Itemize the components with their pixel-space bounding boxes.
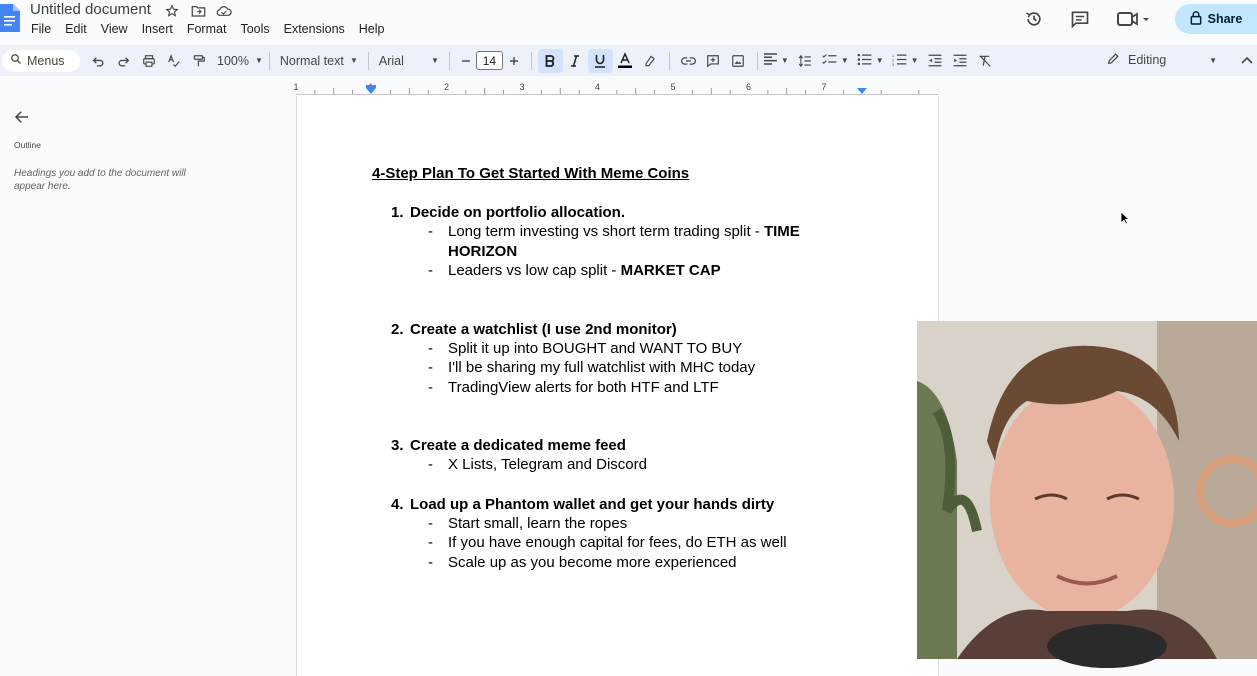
search-icon (10, 53, 22, 68)
pencil-icon (1107, 52, 1120, 68)
document-body[interactable] (372, 164, 872, 572)
bullet-dash: - (428, 339, 433, 357)
menu-tools[interactable]: Tools (240, 22, 270, 36)
bullet-text: I'll be sharing my full watchlist with MHC today (448, 359, 756, 376)
ruler-label: 7 (821, 82, 827, 92)
print-icon[interactable] (136, 49, 161, 73)
lock-icon (1190, 11, 1202, 27)
menu-insert[interactable]: Insert (141, 22, 173, 36)
decrease-indent-icon[interactable] (923, 49, 948, 73)
toolbar-divider (449, 52, 450, 70)
title-bar (0, 0, 1257, 44)
step-number: 3. (391, 437, 404, 454)
chevron-down-icon: ▼ (840, 56, 849, 65)
ruler-label: 2 (443, 82, 450, 92)
step-title (372, 495, 872, 514)
bullet-list (372, 514, 872, 573)
text-color-icon[interactable] (613, 49, 638, 73)
toolbar-divider (531, 52, 532, 70)
share-label: Share (1207, 12, 1243, 26)
bullet-list (372, 222, 872, 281)
bullet-text: Leaders vs low cap split - (448, 262, 621, 279)
increase-indent-icon[interactable] (948, 49, 973, 73)
bullet-dash: - (428, 553, 433, 571)
align-select[interactable] (764, 49, 789, 73)
title-actions (164, 3, 232, 19)
bullet-text: Scale up as you become more experienced (448, 553, 737, 571)
header-actions (1023, 4, 1257, 34)
outline-hint: Headings you add to the document will appear here. (14, 168, 186, 192)
close-outline-icon[interactable] (13, 108, 31, 126)
document-title[interactable]: Untitled document (30, 1, 151, 18)
numbered-list (372, 203, 872, 572)
bold-icon[interactable] (538, 49, 563, 73)
step-title (372, 203, 872, 222)
bullet-dash: - (428, 262, 433, 279)
bullet-text: Split it up into BOUGHT and WANT TO BUY (448, 339, 743, 357)
bullet-item (372, 261, 872, 281)
highlight-color-icon[interactable] (638, 49, 663, 73)
bullet-text: TradingView alerts for both HTF and LTF (448, 378, 719, 396)
bullet-text: If you have enough capital for fees, do ETH as well (448, 534, 787, 551)
underline-icon[interactable] (588, 49, 613, 73)
bullet-dash: - (428, 514, 433, 532)
document-page[interactable] (296, 96, 939, 676)
step-title-text: Load up a Phantom wallet and get your hands dirty (410, 495, 775, 513)
font-family-value: Arial (378, 53, 404, 68)
bullet-item (372, 533, 872, 553)
toolbar-divider (368, 52, 369, 70)
bulleted-list-icon (857, 53, 872, 69)
spellcheck-icon[interactable] (161, 49, 186, 73)
clear-formatting-icon[interactable] (973, 49, 998, 73)
mouse-cursor-icon (1120, 211, 1130, 225)
numbered-list-icon (892, 53, 907, 69)
bullet-list (372, 339, 872, 398)
chevron-down-icon: ▼ (349, 56, 358, 65)
horizontal-ruler[interactable] (293, 80, 938, 95)
numbered-list-select[interactable] (892, 49, 919, 73)
chevron-down-icon: ▼ (875, 56, 884, 65)
toolbar-divider (669, 52, 670, 70)
list-item (372, 203, 872, 281)
bullet-item (372, 339, 872, 359)
docs-logo-icon[interactable] (0, 4, 20, 34)
step-title (372, 436, 872, 455)
document-heading: 4-Step Plan To Get Started With Meme Coins (372, 165, 690, 182)
bullet-text: Start small, learn the ropes (448, 514, 628, 532)
search-menus-label: Menus (27, 53, 65, 68)
step-number: 2. (391, 320, 404, 338)
toolbar-divider (269, 52, 270, 70)
font-size-input[interactable]: 14 (476, 51, 503, 70)
menu-help[interactable]: Help (358, 22, 385, 36)
zoom-select[interactable] (217, 49, 263, 73)
paint-format-icon[interactable] (186, 49, 211, 73)
bullet-dash: - (428, 456, 433, 473)
outline-title: Outline (14, 140, 41, 150)
chevron-down-icon: ▼ (780, 56, 789, 65)
chevron-down-icon: ▼ (910, 56, 919, 65)
ruler-label: 4 (594, 82, 601, 92)
insert-image-icon[interactable] (726, 49, 751, 73)
svg-text:3: 3 (891, 62, 894, 67)
bullet-list (372, 455, 872, 475)
chevron-down-icon: ▼ (1209, 55, 1217, 65)
ruler-label: 1 (293, 82, 299, 92)
ruler-label: 6 (745, 82, 752, 92)
bullet-text: X Lists, Telegram and Discord (448, 456, 647, 473)
bullet-text: Long term investing vs short term trading split - (448, 223, 764, 240)
bullet-item (372, 378, 872, 398)
webcam-overlay (917, 321, 1257, 659)
line-spacing-icon[interactable] (793, 49, 818, 73)
bullet-item (372, 222, 872, 261)
bullet-item (372, 358, 872, 378)
menu-format[interactable]: Format (186, 22, 227, 36)
bullet-bold-text: TIME HORIZON (448, 223, 800, 260)
cloud-status-icon[interactable] (216, 3, 232, 19)
menu-file[interactable]: File (31, 22, 52, 36)
bulleted-list-select[interactable] (857, 49, 884, 73)
svg-text:2: 2 (891, 57, 894, 62)
increase-font-size-icon[interactable] (503, 49, 525, 73)
ruler-label: 5 (670, 82, 676, 92)
step-title-text: Create a dedicated meme feed (410, 437, 626, 454)
bullet-dash: - (428, 223, 433, 240)
history-icon[interactable] (1023, 8, 1045, 30)
bullet-item (372, 514, 872, 534)
paragraph-style-value: Normal text (279, 53, 344, 68)
ruler-ticks (293, 80, 938, 95)
menu-extensions[interactable]: Extensions (283, 22, 345, 36)
list-item (372, 436, 872, 475)
share-button[interactable] (1175, 4, 1257, 34)
ruler-baseline (296, 94, 938, 95)
checklist-icon (822, 53, 837, 69)
step-title-text: Decide on portfolio allocation. (410, 204, 626, 221)
comments-icon[interactable] (1069, 8, 1091, 30)
presenter-video-image (917, 321, 1257, 659)
meet-icon[interactable] (1115, 8, 1151, 30)
bullet-dash: - (428, 534, 433, 551)
insert-link-icon[interactable] (676, 49, 701, 73)
star-icon[interactable] (164, 3, 180, 19)
checklist-select[interactable] (822, 49, 849, 73)
bullet-dash: - (428, 378, 433, 396)
svg-text:1: 1 (891, 53, 894, 58)
collapse-toolbar-icon[interactable] (1241, 53, 1253, 67)
toolbar-divider (757, 52, 758, 70)
list-item (372, 495, 872, 573)
menu-view[interactable]: View (100, 22, 128, 36)
bullet-dash: - (428, 359, 433, 376)
step-title-text: Create a watchlist (I use 2nd monitor) (410, 320, 677, 338)
step-title (372, 320, 872, 339)
bullet-bold-text: MARKET CAP (620, 262, 721, 279)
undo-icon[interactable] (86, 49, 111, 73)
decrease-font-size-icon[interactable] (456, 49, 476, 73)
ruler-label: 3 (519, 82, 525, 92)
menu-bar (31, 22, 385, 36)
step-number: 4. (391, 495, 404, 513)
search-menus-input[interactable] (2, 50, 80, 72)
chevron-down-icon: ▼ (430, 56, 439, 65)
italic-icon[interactable] (563, 49, 588, 73)
redo-icon[interactable] (111, 49, 136, 73)
left-indent-marker[interactable] (366, 85, 376, 94)
chevron-down-icon: ▼ (254, 56, 263, 65)
align-left-icon (764, 53, 777, 68)
menu-edit[interactable]: Edit (65, 22, 87, 36)
paragraph-style-select[interactable] (276, 49, 362, 73)
editing-mode-label: Editing (1128, 53, 1167, 67)
bullet-item (372, 553, 872, 573)
list-item (372, 320, 872, 398)
add-comment-icon[interactable] (701, 49, 726, 73)
zoom-value: 100% (217, 53, 249, 68)
step-number: 1. (391, 204, 404, 221)
move-folder-icon[interactable] (190, 3, 206, 19)
editing-mode-select[interactable] (1107, 48, 1217, 72)
font-family-select[interactable] (375, 49, 443, 73)
formatting-toolbar (0, 45, 1257, 76)
bullet-item (372, 455, 872, 475)
